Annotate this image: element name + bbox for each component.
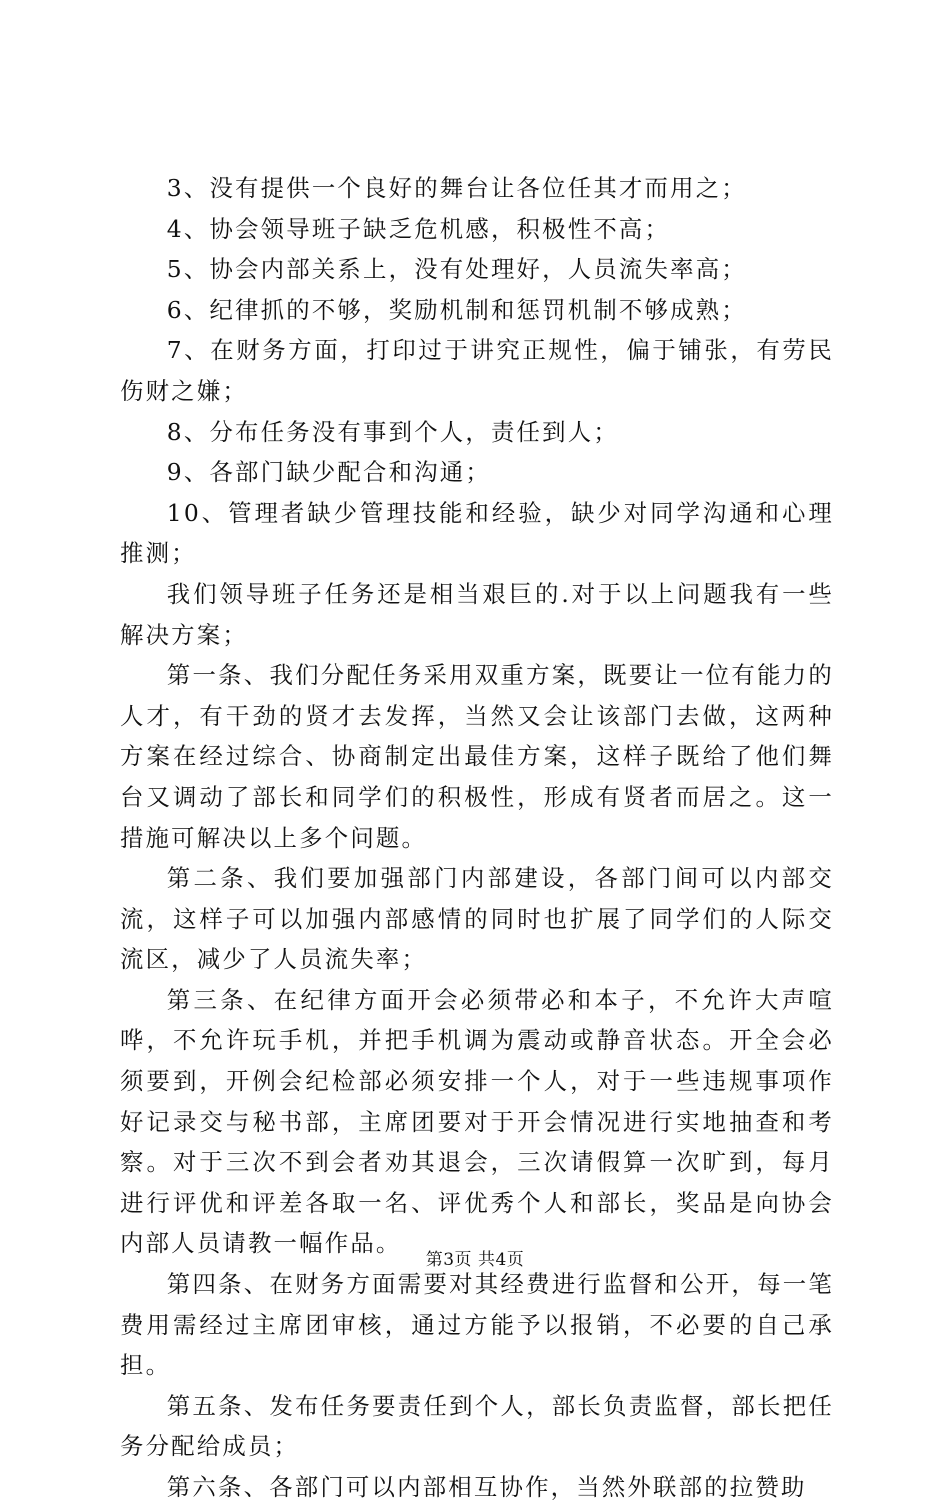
paragraph-article-1: 第一条、我们分配任务采用双重方案，既要让一位有能力的人才，有干劲的贤才去发挥，当然又会让该部门去做，这两种方案在经过综合、协商制定出最佳方案，这样子既给了他们舞台又调动了部长和同学们的积极性，形成有贤者而居之。这一措施可解决以上多个问题。 <box>120 661 834 852</box>
paragraph-intro-solutions: 我们领导班子任务还是相当艰巨的.对于以上问题我有一些解决方案； <box>120 579 834 649</box>
paragraph-article-6: 第六条、各部门可以内部相互协作，当然外联部的拉赞助 <box>166 1473 807 1501</box>
paragraph-article-3: 第三条、在纪律方面开会必须带必和本子，不允许大声喧哗，不允许玩手机，并把手机调为震动或静音状态。开全会必须要到，开例会纪检部必须安排一个人，对于一些违规事项作好记录交与秘书部，主席团要对于开会情况进行实地抽查和考察。对于三次不到会者劝其退会，三次请假算一次旷到，每月进行评优和评差各取一名、评优秀个人和部长，奖品是向协会内部人员请教一幅作品。 <box>120 985 834 1258</box>
paragraph-item-4: 4、协会领导班子缺乏危机感，积极性不高； <box>166 214 671 243</box>
paragraph-item-7: 7、在财务方面，打印过于讲究正规性，偏于铺张，有劳民伤财之嫌； <box>120 336 834 405</box>
paragraph-article-2: 第二条、我们要加强部门内部建设，各部门间可以内部交流，这样子可以加强内部感情的同时也扩展了同学们的人际交流区，减少了人员流失率； <box>120 864 834 974</box>
paragraph-item-10: 10、管理者缺少管理技能和经验，缺少对同学沟通和心理推测； <box>120 498 834 568</box>
paragraph-item-8: 8、分布任务没有事到个人，责任到人； <box>166 417 619 446</box>
page-number-footer: 第3页 共4页 <box>425 1250 525 1270</box>
paragraph-item-3: 3、没有提供一个良好的舞台让各位任其才而用之； <box>166 174 747 202</box>
paragraph-item-5: 5、协会内部关系上，没有处理好，人员流失率高； <box>166 255 747 284</box>
paragraph-item-6: 6、纪律抓的不够，奖励机制和惩罚机制不够成熟； <box>166 295 747 324</box>
document-body <box>120 168 834 1508</box>
paragraph-article-4: 第四条、在财务方面需要对其经费进行监督和公开，每一笔费用需经过主席团审核，通过方能予以报销，不必要的自己承担。 <box>120 1270 834 1380</box>
paragraph-article-5: 第五条、发布任务要责任到个人，部长负责监督，部长把任务分配给成员； <box>120 1391 834 1461</box>
paragraph-item-9: 9、各部门缺少配合和沟通； <box>166 458 491 487</box>
